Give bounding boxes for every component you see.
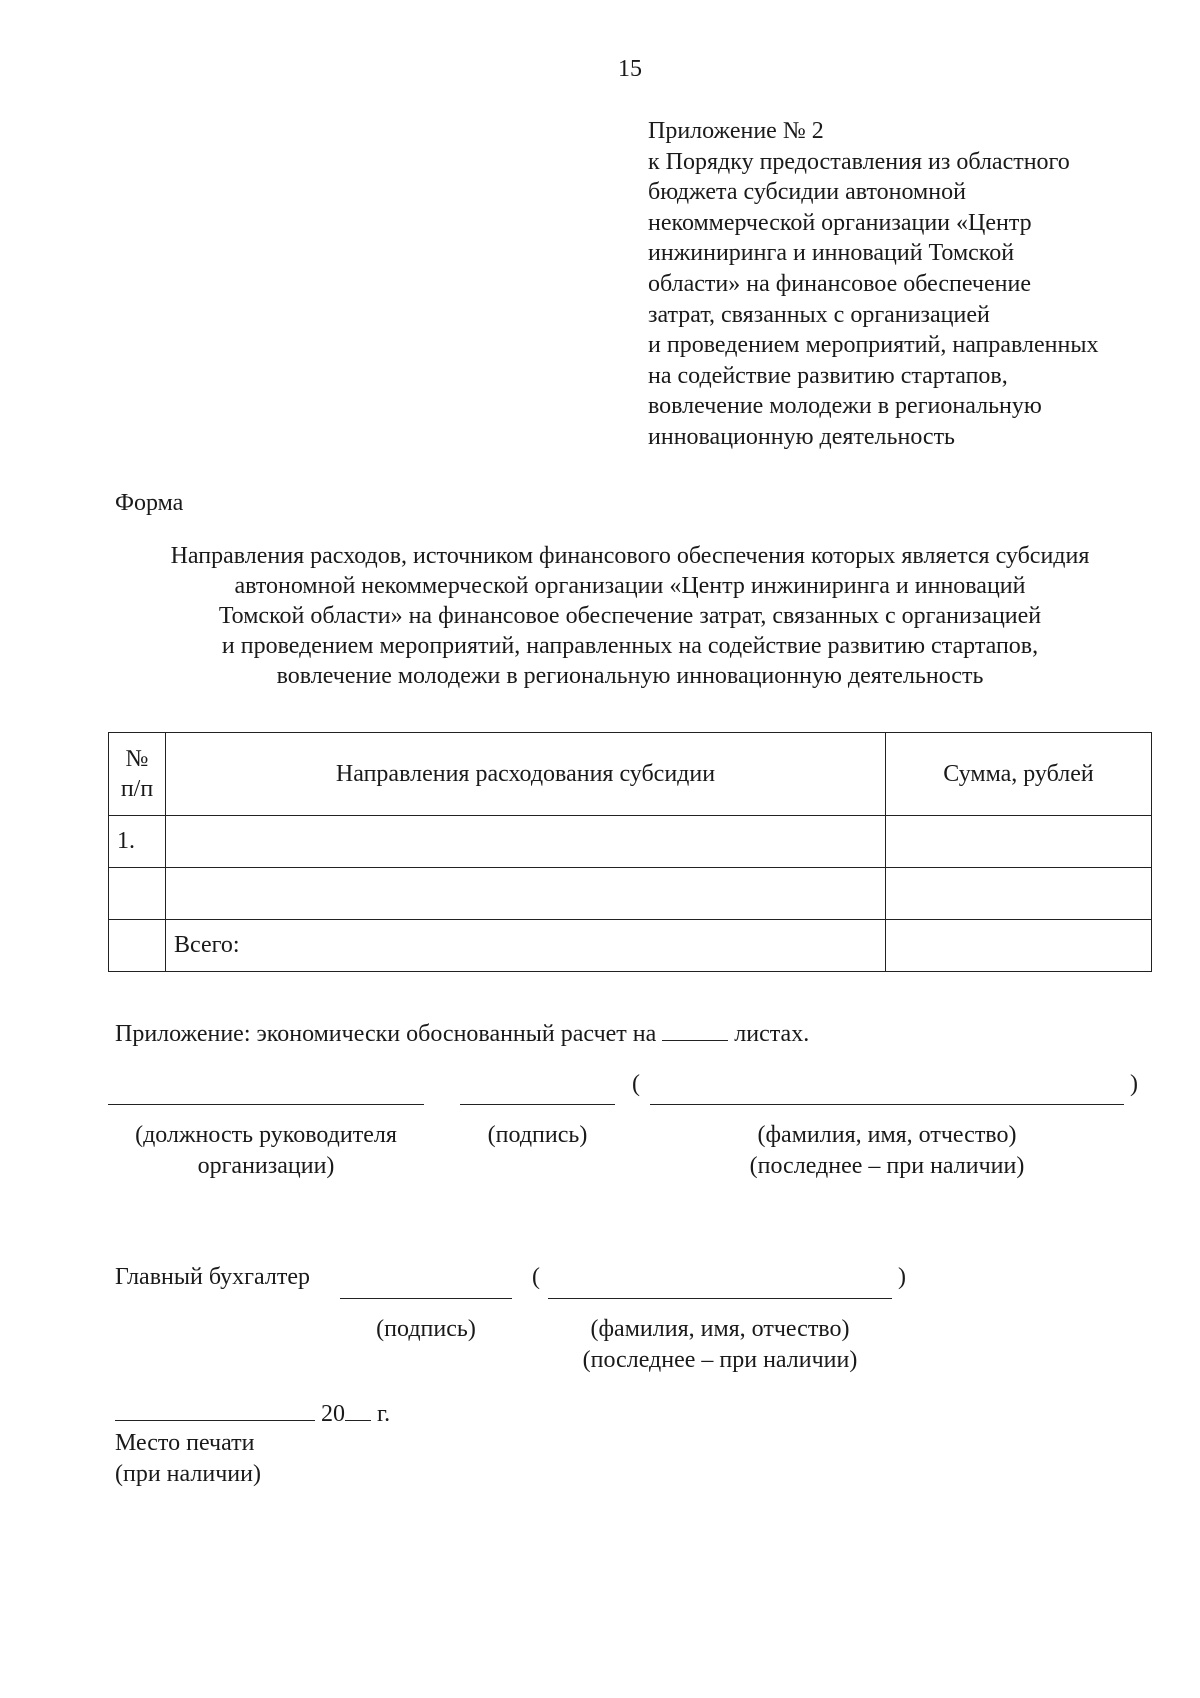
caption-line: (фамилия, имя, отчество) xyxy=(757,1122,1017,1148)
total-label-cell: Всего: xyxy=(166,920,886,972)
chief-accountant-label: Главный бухгалтер xyxy=(115,1264,310,1290)
title-line: и проведением мероприятий, направленных на содействие развитию стартапов, xyxy=(221,633,1039,659)
open-paren: ( xyxy=(632,1071,640,1097)
close-paren: ) xyxy=(898,1264,906,1290)
appendix-heading xyxy=(648,116,1098,453)
row-number-cell xyxy=(109,920,166,972)
caption-line: (последнее – при наличии) xyxy=(749,1153,1025,1179)
row-sum-cell xyxy=(886,868,1152,920)
accountant-name-line xyxy=(548,1298,892,1299)
date-blank xyxy=(115,1398,315,1421)
appendix-line: бюджета субсидии автономной xyxy=(648,179,966,206)
year-blank xyxy=(345,1398,371,1421)
signature-caption: (подпись) xyxy=(487,1122,588,1148)
table-row xyxy=(109,868,1152,920)
table-row xyxy=(109,816,1152,868)
stamp-line: Место печати xyxy=(115,1430,255,1456)
row-number-cell xyxy=(109,868,166,920)
appendix-line: некоммерческой организации «Центр xyxy=(648,209,1032,236)
year-prefix: 20 xyxy=(321,1401,345,1427)
position-caption xyxy=(108,1120,424,1182)
total-sum-cell xyxy=(886,920,1152,972)
accountant-signature-line xyxy=(340,1298,512,1299)
appendix-line: инновационную деятельность xyxy=(648,423,955,450)
date-line xyxy=(115,1398,390,1428)
position-blank-line xyxy=(108,1104,424,1105)
form-label: Форма xyxy=(115,490,184,516)
attachment-note xyxy=(115,1018,809,1048)
appendix-line: и проведением мероприятий, направленных xyxy=(648,332,1099,359)
table-header-row xyxy=(109,733,1152,816)
title-line: Направления расходов, источником финансового обеспечения которых является субсидия xyxy=(170,543,1090,569)
stamp-place xyxy=(115,1428,261,1490)
open-paren: ( xyxy=(532,1264,540,1290)
title-line: Томской области» на финансовое обеспечение затрат, связанных с организацией xyxy=(218,603,1042,629)
expense-table xyxy=(108,732,1152,972)
year-suffix: г. xyxy=(377,1401,391,1427)
title-line: вовлечение молодежи в региональную инновационную деятельность xyxy=(276,663,984,689)
close-paren: ) xyxy=(1130,1071,1138,1097)
appendix-line: инжиниринга и инноваций Томской xyxy=(648,240,1015,267)
appendix-line: на содействие развитию стартапов, xyxy=(648,362,1008,389)
appendix-line: области» на финансовое обеспечение xyxy=(648,270,1031,297)
appendix-line: к Порядку предоставления из областного xyxy=(648,148,1070,175)
signature-blank-line xyxy=(460,1104,615,1105)
name-caption xyxy=(700,1120,1074,1182)
page-number: 15 xyxy=(618,56,642,82)
sheet-count-blank xyxy=(662,1018,728,1041)
header-number-sign: № xyxy=(125,746,149,772)
accountant-signature-caption: (подпись) xyxy=(376,1316,476,1342)
row-direction-cell xyxy=(166,816,886,868)
caption-line: (должность руководителя xyxy=(135,1122,397,1148)
appendix-line: Приложение № 2 xyxy=(648,118,824,144)
caption-line: (фамилия, имя, отчество) xyxy=(590,1316,850,1342)
title-line: автономной некоммерческой организации «Центр инжиниринга и инноваций xyxy=(234,573,1026,599)
row-number-cell: 1. xyxy=(109,816,166,868)
accountant-name-caption xyxy=(548,1314,892,1376)
name-blank-line xyxy=(650,1104,1124,1105)
table-total-row xyxy=(109,920,1152,972)
attachment-suffix: листах. xyxy=(734,1021,810,1047)
attachment-prefix: Приложение: экономически обоснованный расчет на xyxy=(115,1021,657,1047)
caption-line: организации) xyxy=(197,1153,335,1179)
header-direction: Направления расходования субсидии xyxy=(166,733,886,816)
row-direction-cell xyxy=(166,868,886,920)
appendix-line: вовлечение молодежи в региональную xyxy=(648,393,1042,420)
row-sum-cell xyxy=(886,816,1152,868)
document-title xyxy=(100,541,1160,691)
header-number xyxy=(109,733,166,816)
stamp-line: (при наличии) xyxy=(115,1461,261,1487)
header-number-abbr: п/п xyxy=(120,776,154,802)
header-sum: Сумма, рублей xyxy=(886,733,1152,816)
caption-line: (последнее – при наличии) xyxy=(582,1347,858,1373)
appendix-line: затрат, связанных с организацией xyxy=(648,301,990,328)
